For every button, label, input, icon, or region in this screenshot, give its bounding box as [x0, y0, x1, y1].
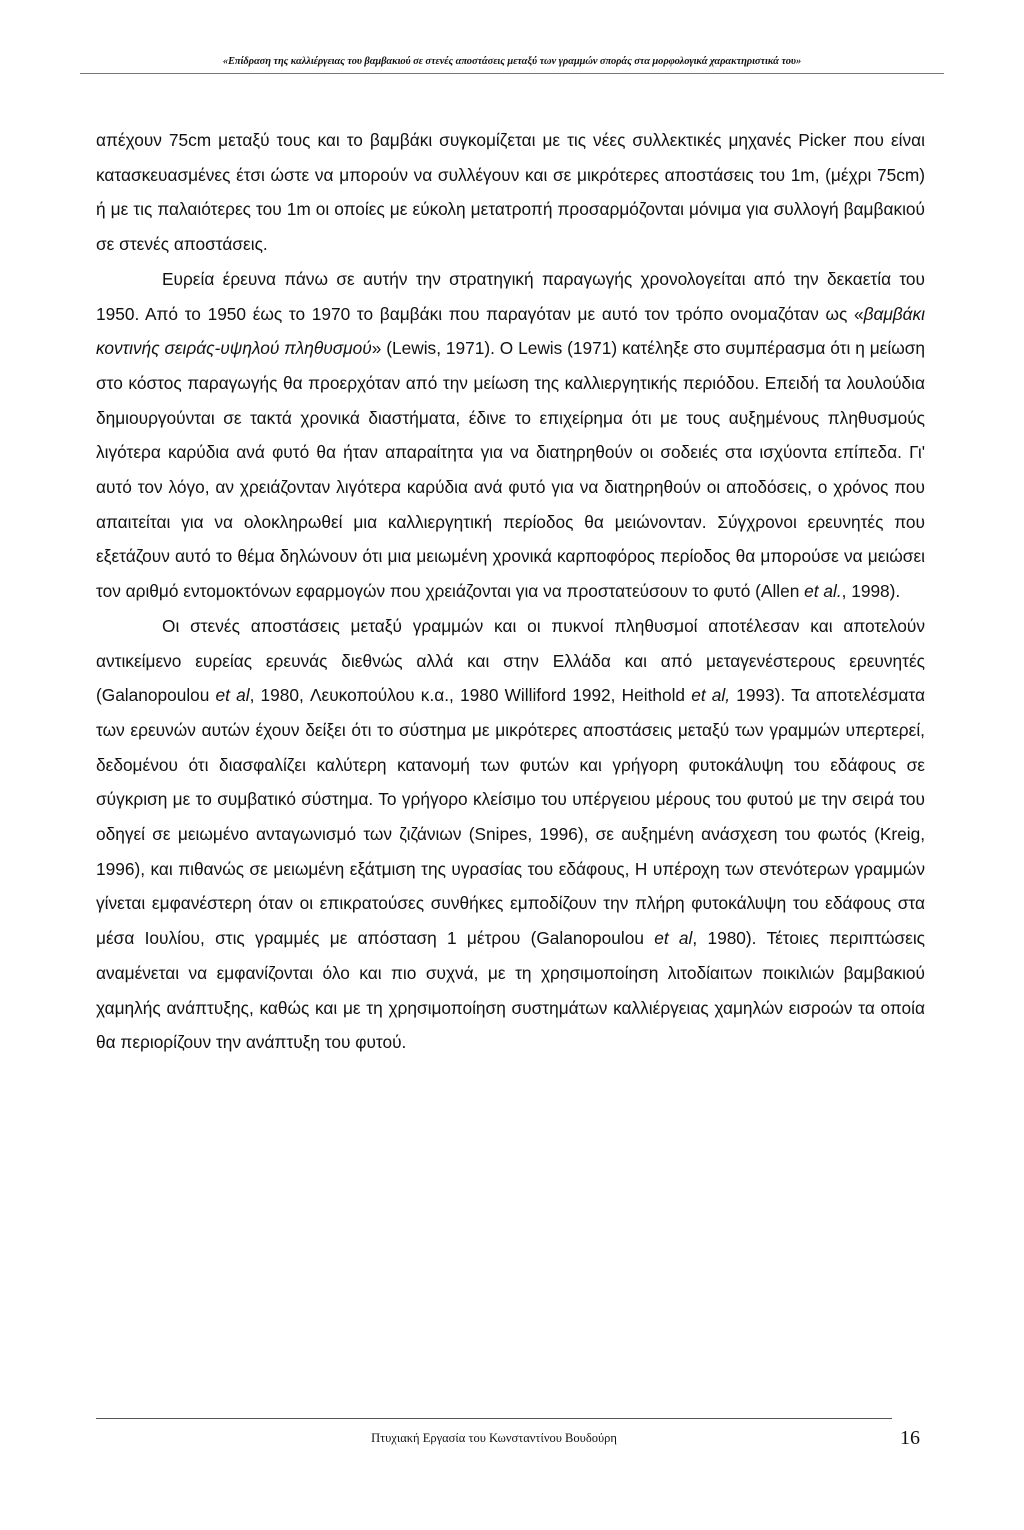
paragraph-3-et-al-3: et al	[654, 928, 693, 949]
footer-author-line: Πτυχιακή Εργασία του Κωνσταντίνου Βουδούρη	[371, 1431, 617, 1445]
paragraph-2	[96, 262, 925, 609]
paragraph-2-et-al: et al.	[804, 581, 842, 602]
paragraph-2-italic-term: βαμβάκι κοντινής σειράς-υψηλού πληθυσμού	[96, 303, 925, 359]
paragraph-3-text-a: Οι στενές αποστάσεις μεταξύ γραμμών και οι πυκνοί πληθυσμοί αποτέλεσαν και αποτελούν αντικείμενο ευρείας ερευνάς διεθνώς αλλά και στην Ελλάδα και από μεταγενέστερους ερευνητές (Galanopoulou	[96, 615, 925, 706]
paragraph-2-text-a: Ευρεία έρευνα πάνω σε αυτήν την στρατηγική παραγωγής χρονολογείται από την δεκαετία του 1950. Από το 1950 έως το 1970 το βαμβάκι που παραγόταν με αυτό τον τρόπο ονομαζόταν ως «	[96, 268, 925, 324]
paragraph-3-text-d: , 1980). Τέτοιες περιπτώσεις αναμένεται να εμφανίζονται όλο και πιο συχνά, με τη χρησιμοποίηση λιτοδίαιτων ποικιλιών βαμβακιού χαμηλής ανάπτυξης, καθώς και με τη χρησιμοποίηση συστημάτων καλλιέργειας χαμηλών εισροών τα οποία θα περιορίζουν την ανάπτυξη του φυτού.	[96, 928, 925, 1053]
paragraph-1-text: απέχουν 75cm μεταξύ τους και το βαμβάκι συγκομίζεται με τις νέες συλλεκτικές μηχανές Picker που είναι κατασκευασμένες έτσι ώστε να μπορούν να συλλέγουν και σε μικρότερες αποστάσεις του 1m, (μέχρι 75cm) ή με τις παλαιότερες του 1m οι οποίες με εύκολη μετατροπή προσαρμόζονται μόνιμα για συλλογή βαμβακιού σε στενές αποστάσεις.	[96, 130, 925, 255]
footer-divider	[96, 1418, 892, 1419]
paragraph-3-text-b: , 1980, Λευκοπούλου κ.α., 1980 Williford 1992, Heithold	[249, 685, 692, 706]
paragraph-3-text-c: 1993). Τα αποτελέσματα των ερευνών αυτών έχουν δείξει ότι το σύστημα με μικρότερες αποστάσεις μεταξύ των γραμμών υπερτερεί, δεδομένου ότι διασφαλίζει καλύτερη κατανομή των φυτών και γρήγορη φυτοκάλυψη του εδάφους σε σύγκριση με το συμβατικό σύστημα. Το γρήγορο κλείσιμο του υπέργειου μέρους του φυτού με την σειρά του οδηγεί σε μειωμένο ανταγωνισμό των ζιζάνιων (Snipes, 1996), σε αυξημένη ανάσχεση του φωτός (Kreig, 1996), και πιθανώς σε μειωμένη εξάτμιση της υγρασίας του εδάφους, Η υπέροχη των στενότερων γραμμών γίνεται εμφανέστερη όταν οι επικρατούσες συνθήκες εμποδίζουν την πλήρη φυτοκάλυψη του εδάφους στα μέσα Ιουλίου, στις γραμμές με απόσταση 1 μέτρου (Galanopoulou	[96, 685, 925, 949]
header-divider	[80, 73, 944, 74]
paragraph-3-et-al-1: et al	[215, 685, 250, 706]
paragraph-2-text-b: » (Lewis, 1971). Ο Lewis (1971) κατέληξε στο συμπέρασμα ότι η μείωση στο κόστος παραγωγής θα προερχόταν από την μείωση της καλλιεργητικής περιόδου. Επειδή τα λουλούδια δημιουργούνται σε τακτά χρονικά διαστήματα, έδινε το επιχείρημα ότι με τους αυξημένους πληθυσμούς λιγότερα καρύδια ανά φυτό θα ήταν απαραίτητα για να διατηρηθούν οι σοδειές στα ισχύοντα επίπεδα. Γι' αυτό τον λόγο, αν χρειάζονταν λιγότερα καρύδια ανά φυτό για να διατηρηθούν οι αποδόσεις, ο χρόνος που απαιτείται για να ολοκληρωθεί μια καλλιεργητική περίοδος θα μειώνονταν. Σύγχρονοι ερευνητές που εξετάζουν αυτό το θέμα δηλώνουν ότι μια μειωμένη χρονικά καρποφόρος περίοδος θα μπορούσε να μειώσει τον αριθμό εντομοκτόνων εφαρμογών που χρειάζονται για να προστατεύσουν το φυτό (Allen	[96, 338, 925, 602]
paragraph-2-text-c: , 1998).	[841, 581, 901, 602]
paragraph-1	[96, 123, 925, 262]
body-text	[96, 123, 925, 1060]
paragraph-3-et-al-2: et al,	[691, 685, 731, 706]
running-header: «Επίδραση της καλλιέργειας του βαμβακιού σε στενές αποστάσεις μεταξύ των γραμμών σποράς στα μορφολογικά χαρακτηριστικά του»	[222, 56, 802, 67]
page-number: 16	[900, 1427, 920, 1449]
paragraph-3	[96, 609, 925, 1060]
